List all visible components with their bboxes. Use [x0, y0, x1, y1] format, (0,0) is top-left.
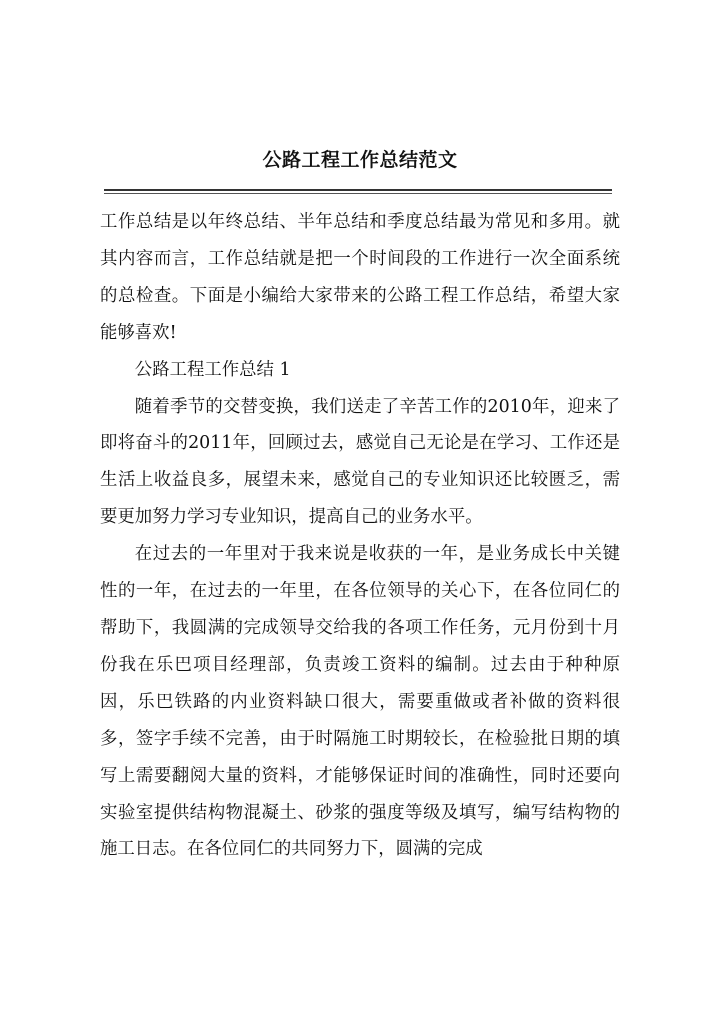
section-heading: 公路工程工作总结 1	[134, 359, 291, 380]
title-divider-thin	[104, 193, 612, 194]
title-divider	[104, 189, 612, 191]
intro-paragraph: 工作总结是以年终总结、半年总结和季度总结最为常见和多用。就其内容而言，工作总结就是把一个时间段的工作进行一次全面系统的总检查。下面是小编给大家带来的公路工程工作总结，希望大家能够喜欢!	[100, 212, 620, 343]
document-body	[100, 204, 620, 868]
body-paragraph-2: 在过去的一年里对于我来说是收获的一年，是业务成长中关键性的一年，在过去的一年里，在各位领导的关心下，在各位同仁的帮助下，我圆满的完成领导交给我的各项工作任务，元月份到十月份我在乐巴项目经理部，负责竣工资料的编制。过去由于种种原因，乐巴铁路的内业资料缺口很大，需要重做或者补做的资料很多，签字手续不完善，由于时隔施工时期较长，在检验批日期的填写上需要翻阅大量的资料，才能够保证时间的准确性，同时还要向实验室提供结构物混凝土、砂浆的强度等级及填写，编写结构物的施工日志。在各位同仁的共同努力下，圆满的完成	[100, 544, 620, 860]
body-paragraph-1: 随着季节的交替变换，我们送走了辛苦工作的2010年，迎来了即将奋斗的2011年，回顾过去，感觉自己无论是在学习、工作还是生活上收益良多，展望未来，感觉自己的专业知识还比较匮乏，需要更加努力学习专业知识，提高自己的业务水平。	[100, 396, 620, 528]
document-title: 公路工程工作总结范文	[262, 149, 458, 171]
